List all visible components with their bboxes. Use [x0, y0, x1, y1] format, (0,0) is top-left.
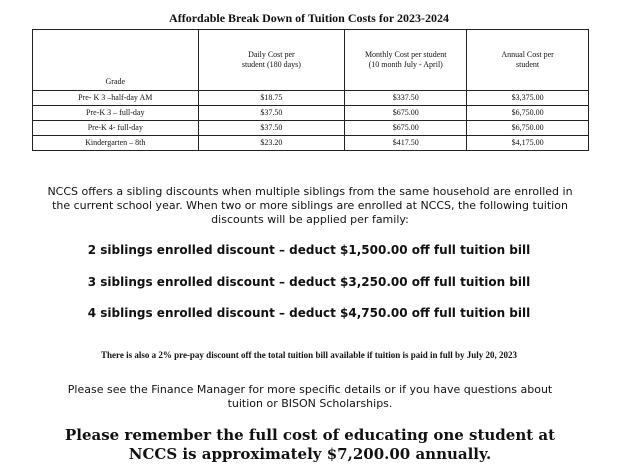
cell-grade: Pre- K 3 –half-day AM: [33, 91, 199, 106]
prepay-discount-note: There is also a 2% pre-pay discount off the total tuition bill available if tuition is paid in full by July 20, 2023: [101, 350, 517, 360]
cell-daily: $37.50: [198, 106, 345, 121]
discount-line-4-siblings: 4 siblings enrolled discount – deduct $4,750.00 off full tuition bill: [87, 306, 531, 320]
sibling-discount-paragraph: NCCS offers a sibling discounts when multiple siblings from the same household are enrolled in the current school year. When two or more siblings are enrolled at NCCS, the following tuition discounts will be applied per family:: [47, 185, 573, 226]
header-daily-cost-text: Daily Cost per student (180 days): [241, 50, 301, 69]
full-cost-reminder: Please remember the full cost of educating one student at NCCS is approximately $7,200.00 annually.: [64, 426, 556, 463]
header-grade: Grade: [33, 30, 199, 91]
cell-annual: $6,750.00: [467, 121, 589, 136]
cell-monthly: $417.50: [345, 136, 467, 151]
header-monthly-cost: [345, 30, 467, 91]
cell-monthly: $675.00: [345, 106, 467, 121]
cell-monthly: $337.50: [345, 91, 467, 106]
table-header-row: [33, 30, 589, 91]
cell-grade: Kindergarten – 8th: [33, 136, 199, 151]
cell-annual: $4,175.00: [467, 136, 589, 151]
cell-grade: Pre-K 3 – full-day: [33, 106, 199, 121]
cell-daily: $37.50: [198, 121, 345, 136]
cell-monthly: $675.00: [345, 121, 467, 136]
cell-annual: $6,750.00: [467, 106, 589, 121]
header-monthly-cost-text: Monthly Cost per student (10 month July - April): [364, 50, 447, 69]
table-row: [33, 106, 589, 121]
header-annual-cost-text: Annual Cost per student: [501, 50, 554, 69]
finance-manager-note: Please see the Finance Manager for more specific details or if you have questions about tuition or BISON Scholarships.: [67, 383, 553, 410]
cell-daily: $18.75: [198, 91, 345, 106]
document-title: Affordable Break Down of Tuition Costs for 2023-2024: [169, 11, 449, 25]
discount-line-2-siblings: 2 siblings enrolled discount – deduct $1,500.00 off full tuition bill: [87, 243, 531, 257]
cell-annual: $3,375.00: [467, 91, 589, 106]
cell-daily: $23.20: [198, 136, 345, 151]
table-row: [33, 91, 589, 106]
table-row: [33, 136, 589, 151]
header-daily-cost: [198, 30, 345, 91]
header-annual-cost: [467, 30, 589, 91]
tuition-cost-table: [32, 29, 589, 151]
discount-line-3-siblings: 3 siblings enrolled discount – deduct $3,250.00 off full tuition bill: [87, 275, 531, 289]
cell-grade: Pre-K 4- full-day: [33, 121, 199, 136]
table-row: [33, 121, 589, 136]
